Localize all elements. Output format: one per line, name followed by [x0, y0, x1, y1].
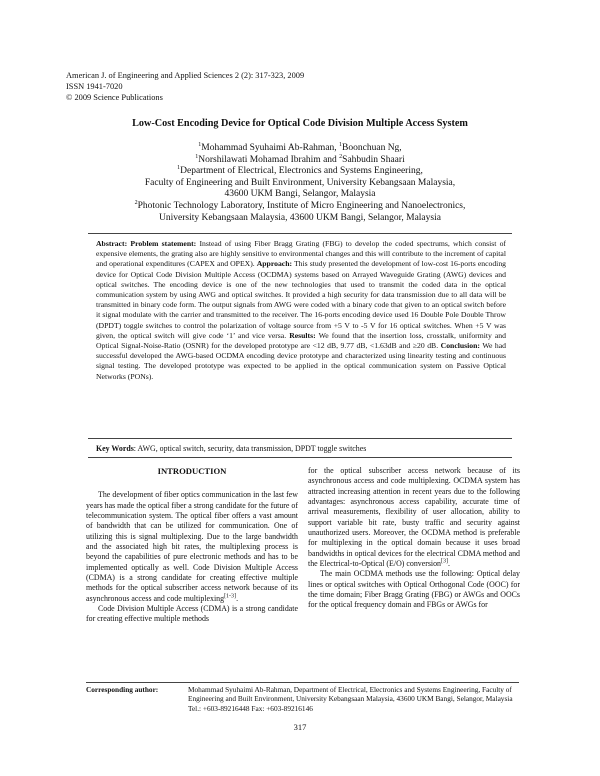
intro-paragraph-4: The main OCDMA methods use the following: Optical delay lines or optical switches with Optical Orthogonal Code (OOC) for the time domain; Fiber Bragg Grating (FBG) or AWGs and OOCs for the optical frequency domain and FBGs or AWGs for: [308, 569, 520, 610]
journal-issn: ISSN 1941-7020: [66, 82, 123, 91]
left-column: [86, 466, 298, 625]
affiliation-1-line-1: $^1$Department of Electrical, Electronics and Systems Engineering,: [177, 165, 423, 177]
results-text: We found that the insertion loss, crosstalk, uniformity and Optical Signal-Noise-Ratio (OSNR) for the developed prototype are <12 dB, 9.77 dB, <1.63dB and ≥20 dB.: [96, 330, 506, 351]
author-name: Norshilawati Mohamad Ibrahim and: [198, 154, 340, 165]
abstract: [96, 239, 506, 382]
affiliation-1-line-3: 43600 UKM Bangi, Selangor, Malaysia: [224, 189, 376, 200]
corresponding-author-label: Corresponding author:: [86, 685, 159, 694]
keywords-bottom-rule: [88, 457, 512, 458]
page-number: 317: [293, 722, 307, 732]
journal-header: [66, 70, 304, 103]
right-column: [308, 466, 520, 611]
journal-copyright: © 2009 Science Publications: [66, 93, 163, 102]
problem-statement-text: Instead of using Fiber Bragg Grating (FBG) to develop the coded spectrums, which consist of expensive elements, the grating also are highly sensitive to environmental changes and this will contribute to the increment of capital and operational expenditures (CAPEX and OPEX).: [96, 239, 506, 269]
abstract-label: Abstract:: [96, 239, 128, 248]
affiliation-2-line-2: University Kebangsaan Malaysia, 43600 UKM Bangi, Selangor, Malaysia: [159, 212, 441, 223]
citation-ref: [3]: [441, 558, 448, 565]
keywords-text: : AWG, optical switch, security, data transmission, DPDT toggle switches: [133, 444, 367, 453]
intro-paragraph-1: The development of fiber optics communication in the last few years has made the optical fiber a strong candidate for the future of telecommunication system. The optical fiber offers a vast amount of bandwidth that can be utilized for communication. One of utilizing this is signal multiplexing. Due to the large bandwidth and the associated high bit rates, the multiplexing process is beyond the capabilities of pure electronic methods and has to be implemented optically as well. Code Division Multiple Access (CDMA) is a strong candidate for creating effective multiple methods for the optical subscriber access network because of its asynchronous access and code multiplexing[1-3].: [86, 490, 298, 603]
author-name: Boonchuan Ng,: [342, 143, 402, 153]
approach-text: This study presented the development of low-cost 16-ports encoding device for Optical Code Division Multiple Access (OCDMA) systems based on Arrayed Waveguide Grating (AWG) devices and optical switches. The encoding device is one of the new technologies that used to transmit the coded data in the optical communication system by using AWG and optical switches. It provided a high security for data transmission due to all data will be transmitted in binary code form. The output signals from AWG were coded with a binary code that given to an optical switch before it signal modulate with the carrier and transmitted to the receiver. The 16-ports encoding device used 16 Double Pole Double Throw (DPDT) toggle switches to control the polarization of voltage source from +5 V to -5 V for 16 optical switches. When +5 V was given, the optical switch will give code ‘1’ and vice versa.: [96, 259, 507, 340]
affiliation-marker: 1: [339, 141, 343, 148]
affiliation-2-line-1: $^2$Photonic Technology Laboratory, Institute of Micro Engineering and Nanoelectronics,: [134, 199, 466, 211]
affiliation-marker: 2: [134, 199, 138, 206]
paper-title: Low-Cost Encoding Device for Optical Code Division Multiple Access System: [132, 118, 468, 129]
author-line-1: [60, 143, 540, 155]
approach-label: Approach:: [256, 259, 293, 269]
author-name: Sahbudin Shaari: [342, 154, 405, 165]
introduction-heading: INTRODUCTION: [157, 466, 227, 476]
affiliation-marker: 1: [198, 141, 202, 148]
author-line-2: [60, 155, 540, 167]
abstract-top-rule: [88, 233, 512, 234]
author-block: [60, 143, 540, 224]
affiliation-1-line-2: Faculty of Engineering and Built Environment, University Kebangsaan Malaysia,: [144, 177, 456, 188]
footer-rule: [86, 682, 519, 683]
keywords-top-rule: [88, 438, 512, 439]
keywords: [96, 444, 506, 454]
affiliation-marker: 1: [177, 165, 181, 172]
results-label: Results:: [289, 330, 316, 340]
problem-statement-label: Problem statement:: [130, 239, 197, 248]
corresponding-author-text: Mohammad Syuhaimi Ab-Rahman, Department of Electrical, Electronics and Systems Engineering, Faculty of Engineering and Built Environment, University Kebangsaan Malaysia, 43600 UKM Bangi, Selangor, Malaysia Tel.: +603-89216448 Fax: +603-89216146: [188, 685, 513, 713]
journal-citation: American J. of Engineering and Applied Sciences 2 (2): 317-323, 2009: [66, 71, 305, 80]
author-name: Mohammad Syuhaimi Ab-Rahman,: [201, 143, 340, 153]
affiliation-marker: 2: [339, 153, 343, 160]
citation-ref: [1-3]: [224, 593, 237, 600]
intro-paragraph-3: for the optical subscriber access network because of its asynchronous access and code multiplexing. OCDMA system has attracted increasing attention in recent years due to the following advantages: asynchronous access capability, accurate time of arrival measurements, flexibility of user allocation, ability to support variable bit rate, busty traffic and security against unauthorized users. Moreover, the OCDMA method is preferable for multiplexing in the optical domain because it uses broad bandwidths in optical devices for the electrical CDMA method and the Electrical-to-Optical (E/O) conversion[3].: [308, 466, 520, 569]
conclusion-text: We had successful developed the AWG-based OCDMA encoding device prototype and characterized using linearity testing and continuous signal testing. The developed prototype was expected to be applied in the optical communication system on Passive Optical Networks (PONs).: [96, 341, 507, 381]
intro-paragraph-2: Code Division Multiple Access (CDMA) is a strong candidate for creating effective multiple methods: [86, 604, 298, 624]
affiliation-marker: 1: [195, 153, 199, 160]
keywords-label: Key Words: [96, 444, 134, 453]
conclusion-label: Conclusion:: [440, 341, 480, 351]
